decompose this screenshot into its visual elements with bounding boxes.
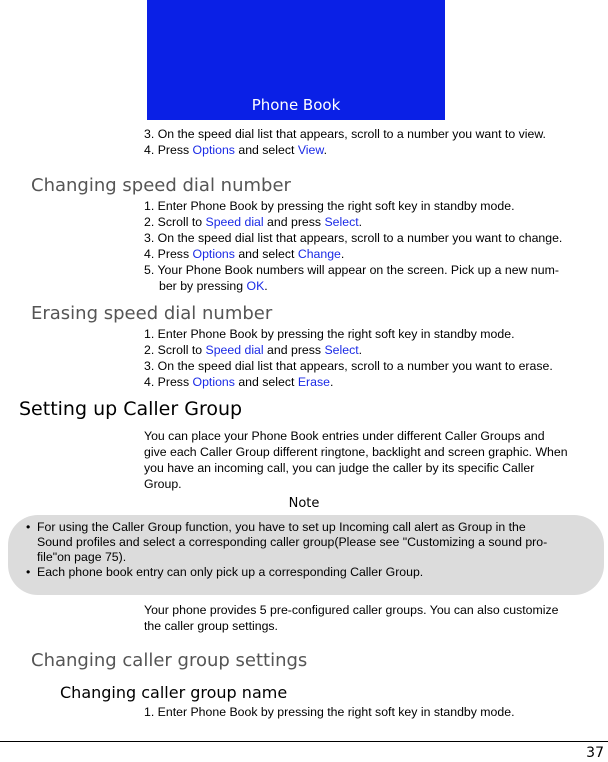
heading-erasing-speed-dial: Erasing speed dial number [31,303,273,324]
changing-steps [144,198,606,294]
changing-step-5 [144,262,606,294]
step-continuation [144,278,606,294]
step-text: . [340,247,345,261]
intro-steps [144,126,606,158]
step-text: and select [234,375,298,389]
view-keyword: View [297,143,324,157]
erasing-step-3: 3. On the speed dial list that appears, scroll to a number you want to erase. [144,359,553,373]
text-line: give each Caller Group different ringtone, backlight and screen graphic. When [144,445,568,459]
step-text: and select [234,247,298,261]
changing-group-steps [144,704,606,720]
options-keyword: Options [192,143,235,157]
heading-changing-caller-group: Changing caller group settings [31,650,308,671]
step-text: . [358,215,363,229]
change-keyword: Change [297,247,341,261]
options-keyword: Options [192,247,235,261]
footer-rule [0,741,608,742]
step-text: ber by pressing [159,279,247,293]
note-item [26,565,606,580]
text-line: • For using the Caller Group function, you have to set up Incoming call alert as Group in the [37,520,526,534]
text-line: you have an incoming call, you can judge the caller by its specific Caller [144,461,535,475]
step-text: . [329,375,334,389]
select-keyword: Select [324,343,359,357]
changing-step-1: 1. Enter Phone Book by pressing the right soft key in standby mode. [144,199,515,213]
text-line: the caller group settings. [144,619,278,633]
intro-step-3 [144,126,606,142]
step-text: and select [234,143,298,157]
note-list [26,520,606,580]
erasing-step-4 [144,374,606,390]
text-line: You can place your Phone Book entries under different Caller Groups and [144,429,545,443]
intro-step-4 [144,142,606,158]
erasing-steps [144,326,606,390]
changing-group-step-1: 1. Enter Phone Book by pressing the right soft key in standby mode. [144,705,515,719]
changing-step-4 [144,246,606,262]
text-line: • Each phone book entry can only pick up a corresponding Caller Group. [37,565,424,579]
step-number: 3. [144,127,155,141]
caller-group-intro [144,428,606,492]
select-keyword: Select [324,215,359,229]
speed-dial-keyword: Speed dial [205,215,264,229]
banner-title: Phone Book [251,96,341,114]
step-text: and press [263,215,325,229]
phone-book-banner [147,0,445,120]
erasing-step-1: 1. Enter Phone Book by pressing the right soft key in standby mode. [144,327,515,341]
step-text: 2. Scroll to [144,343,206,357]
step-text: . [323,143,328,157]
text-line: file"on page 75). [37,550,127,564]
step-text: . [358,343,363,357]
subheading-caller-group-name: Changing caller group name [60,683,288,702]
step-text: On the speed dial list that appears, scroll to a number you want to view. [157,127,546,141]
text-line: Your phone provides 5 pre-configured caller groups. You can also customize [144,603,559,617]
heading-caller-group: Setting up Caller Group [19,398,243,420]
step-text: and press [263,343,325,357]
step-text: . [264,279,268,293]
step-text: 4. Press [144,247,193,261]
speed-dial-keyword: Speed dial [205,343,264,357]
text-line: Group. [144,477,182,491]
erasing-step-2 [144,342,606,358]
caller-group-preconfigured [144,602,606,634]
note-item [26,520,606,565]
heading-changing-speed-dial: Changing speed dial number [31,175,291,196]
step-text: 5. Your Phone Book numbers will appear on the screen. Pick up a new num- [144,263,559,277]
text-line: Sound profiles and select a corresponding caller group(Please see "Customizing a sound pro- [37,535,548,549]
changing-step-3: 3. On the speed dial list that appears, scroll to a number you want to change. [144,231,563,245]
note-title: Note [288,496,320,511]
changing-step-2 [144,214,606,230]
step-text: 2. Scroll to [144,215,206,229]
ok-keyword: OK [246,279,265,293]
erase-keyword: Erase [297,375,330,389]
step-number: 4. [144,143,155,157]
page-number: 37 [586,745,604,761]
step-text: Press [157,143,193,157]
step-text: 4. Press [144,375,193,389]
options-keyword: Options [192,375,235,389]
